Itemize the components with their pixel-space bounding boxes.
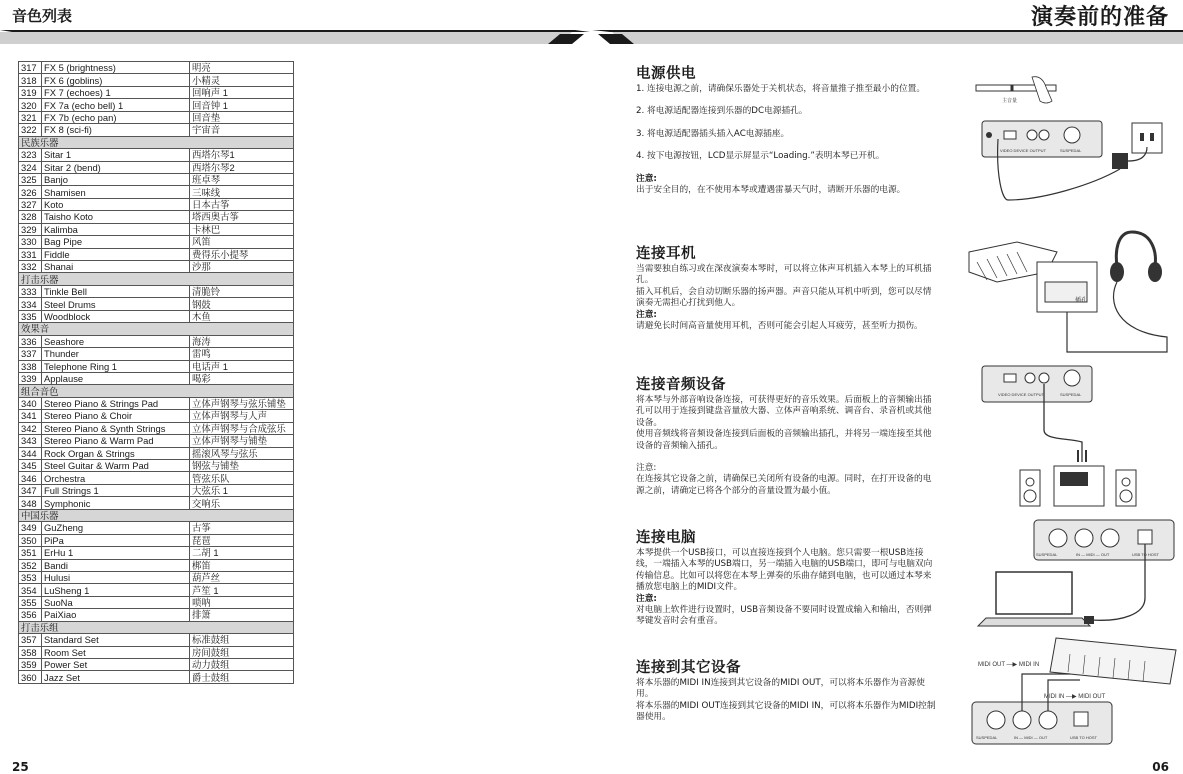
tone-name-chinese: 海涛 xyxy=(190,335,294,347)
tone-name-english: Shamisen xyxy=(42,186,190,198)
table-row xyxy=(19,484,294,496)
tone-name-english: Stereo Piano & Strings Pad xyxy=(42,397,190,409)
table-row xyxy=(19,248,294,260)
tone-number: 319 xyxy=(19,86,42,98)
tone-number: 335 xyxy=(19,310,42,322)
tone-name-english: Sitar 1 xyxy=(42,149,190,161)
tone-name-chinese: 清脆铃 xyxy=(190,285,294,297)
tone-number: 334 xyxy=(19,298,42,310)
tone-name-english: Orchestra xyxy=(42,472,190,484)
audio-connection-illustration xyxy=(972,360,1172,515)
tone-name-chinese: 标准鼓组 xyxy=(190,634,294,646)
tone-name-english: GuZheng xyxy=(42,522,190,534)
tone-name-english: FX 7a (echo bell) 1 xyxy=(42,99,190,111)
tone-name-chinese: 三味线 xyxy=(190,186,294,198)
midi-connection-illustration xyxy=(970,632,1182,762)
tone-number: 344 xyxy=(19,447,42,459)
table-row xyxy=(19,198,294,210)
tone-name-english: Tinkle Bell xyxy=(42,285,190,297)
category-label: 打击乐器 xyxy=(19,273,294,285)
audio-port-labels: VIDEO DEVICE OUTPUT xyxy=(998,392,1045,397)
right-header-bar xyxy=(592,30,1183,44)
tone-name-chinese: 回音垫 xyxy=(190,111,294,123)
headphones-para-2: 插入耳机后，会自动切断乐器的扬声器。声音只能从耳机中听到，您可以尽情演奏无需担心打扰到他人。 xyxy=(636,286,932,309)
tone-name-english: FX 7b (echo pan) xyxy=(42,111,190,123)
other-devices-section xyxy=(636,656,936,724)
table-row xyxy=(19,671,294,683)
tone-name-chinese: 费得乐小提琴 xyxy=(190,248,294,260)
table-row xyxy=(19,522,294,534)
category-row xyxy=(19,136,294,148)
tone-name-english: Symphonic xyxy=(42,497,190,509)
table-row xyxy=(19,223,294,235)
table-row xyxy=(19,86,294,98)
tone-name-english: LuSheng 1 xyxy=(42,584,190,596)
usb-host-label: USB TO HOST xyxy=(1132,552,1159,557)
audio-title: 连接音频设备 xyxy=(636,377,726,393)
table-row xyxy=(19,460,294,472)
table-row xyxy=(19,360,294,372)
midi-sustain-label: SUSPEDAL xyxy=(976,735,998,740)
table-row xyxy=(19,348,294,360)
tone-name-chinese: 木鱼 xyxy=(190,310,294,322)
table-row xyxy=(19,447,294,459)
right-page-title: 演奏前的准备 xyxy=(1030,5,1169,30)
adapter-icon xyxy=(1112,153,1128,169)
table-row xyxy=(19,211,294,223)
tone-name-english: ErHu 1 xyxy=(42,547,190,559)
computer-note-label: 注意: xyxy=(636,593,657,604)
tone-name-chinese: 塔西奥古筝 xyxy=(190,211,294,223)
tone-number: 358 xyxy=(19,646,42,658)
audio-section xyxy=(636,373,936,497)
left-header-bar xyxy=(0,30,590,44)
tone-number: 360 xyxy=(19,671,42,683)
tone-name-chinese: 房间鼓组 xyxy=(190,646,294,658)
tone-number: 356 xyxy=(19,609,42,621)
tone-number: 336 xyxy=(19,335,42,347)
tone-name-english: Full Strings 1 xyxy=(42,484,190,496)
power-title: 电源供电 xyxy=(636,66,696,82)
category-row xyxy=(19,273,294,285)
table-row xyxy=(19,435,294,447)
table-row xyxy=(19,646,294,658)
tone-number: 324 xyxy=(19,161,42,173)
tone-name-english: Thunder xyxy=(42,348,190,360)
tone-number: 321 xyxy=(19,111,42,123)
tone-number: 327 xyxy=(19,198,42,210)
category-row xyxy=(19,509,294,521)
tone-name-chinese: 二胡 1 xyxy=(190,547,294,559)
tone-name-english: Room Set xyxy=(42,646,190,658)
midi-port-label: IN — MIDI — OUT xyxy=(1076,552,1110,557)
tone-name-chinese: 钢弦与铺垫 xyxy=(190,460,294,472)
tone-name-chinese: 芦笙 1 xyxy=(190,584,294,596)
tone-name-english: PiPa xyxy=(42,534,190,546)
table-row xyxy=(19,173,294,185)
tone-name-chinese: 立体声钢琴与人声 xyxy=(190,410,294,422)
table-row xyxy=(19,186,294,198)
tone-name-chinese: 梆笛 xyxy=(190,559,294,571)
power-section xyxy=(636,62,936,196)
tone-name-chinese: 管弦乐队 xyxy=(190,472,294,484)
tone-name-chinese: 回响声 1 xyxy=(190,86,294,98)
tone-number: 354 xyxy=(19,584,42,596)
tone-number: 320 xyxy=(19,99,42,111)
headphones-note: 请避免长时间高音量使用耳机，否则可能会引起人耳疲劳，甚至听力损伤。 xyxy=(636,321,923,332)
table-row xyxy=(19,161,294,173)
tone-name-chinese: 琵琶 xyxy=(190,534,294,546)
power-step-4: 4. 按下电源按钮，LCD显示屏显示“Loading.”表明本琴已开机。 xyxy=(636,151,885,162)
tone-name-chinese: 爵士鼓组 xyxy=(190,671,294,683)
tone-name-english: Kalimba xyxy=(42,223,190,235)
tone-name-english: SuoNa xyxy=(42,596,190,608)
tone-name-chinese: 西塔尔琴2 xyxy=(190,161,294,173)
other-devices-para-2: 将本乐器的MIDI OUT连接到其它设备的MIDI IN，可以将本乐器作为MIDI控制器使用。 xyxy=(636,700,936,723)
table-row xyxy=(19,571,294,583)
computer-title: 连接电脑 xyxy=(636,530,696,546)
tone-name-english: Seashore xyxy=(42,335,190,347)
category-row xyxy=(19,323,294,335)
tone-number: 340 xyxy=(19,397,42,409)
midi-in-to-out-label: MIDI IN —▶ MIDI OUT xyxy=(1044,694,1106,700)
table-row xyxy=(19,410,294,422)
jack-label: 插孔 xyxy=(1075,298,1088,304)
table-row xyxy=(19,149,294,161)
tone-number: 339 xyxy=(19,372,42,384)
tone-name-chinese: 沙那 xyxy=(190,261,294,273)
tone-name-chinese: 唢呐 xyxy=(190,596,294,608)
tone-name-chinese: 雷鸣 xyxy=(190,348,294,360)
other-devices-title: 连接到其它设备 xyxy=(636,660,741,676)
table-row xyxy=(19,124,294,136)
headphones-illustration xyxy=(967,222,1177,357)
tone-number: 359 xyxy=(19,659,42,671)
tone-number: 337 xyxy=(19,348,42,360)
volume-label: 主音量 xyxy=(1002,98,1018,104)
tone-number: 323 xyxy=(19,149,42,161)
category-label: 民族乐器 xyxy=(19,136,294,148)
tone-name-english: Hulusi xyxy=(42,571,190,583)
tone-name-english: FX 8 (sci-fi) xyxy=(42,124,190,136)
tone-number: 349 xyxy=(19,522,42,534)
tone-name-chinese: 葫芦丝 xyxy=(190,571,294,583)
table-row xyxy=(19,298,294,310)
power-note: 出于安全目的，在不使用本琴或遭遇雷暴天气时，请断开乐器的电源。 xyxy=(636,185,906,196)
table-row xyxy=(19,111,294,123)
tone-number: 355 xyxy=(19,596,42,608)
tone-name-english: Banjo xyxy=(42,173,190,185)
tone-name-english: Koto xyxy=(42,198,190,210)
tone-number: 328 xyxy=(19,211,42,223)
computer-para: 本琴提供一个USB接口，可以直接连接到个人电脑。您只需要一根USB连接线，一端插入本琴的USB端口，另一端插入电脑的USB端口，即可与电脑双向传输信息。比如可以将您在本琴上弹奏的乐曲存储到电脑，也可以通过本琴来播放您电脑上的MIDI文件。 xyxy=(636,548,933,593)
right-page xyxy=(592,0,1183,774)
tone-number: 332 xyxy=(19,261,42,273)
tone-number: 347 xyxy=(19,484,42,496)
tone-name-chinese: 动力鼓组 xyxy=(190,659,294,671)
table-row xyxy=(19,422,294,434)
tone-name-chinese: 钢鼓 xyxy=(190,298,294,310)
tone-number: 322 xyxy=(19,124,42,136)
table-row xyxy=(19,596,294,608)
tone-number: 338 xyxy=(19,360,42,372)
power-note-label: 注意: xyxy=(636,173,657,184)
tone-number: 326 xyxy=(19,186,42,198)
tone-name-chinese: 大弦乐 1 xyxy=(190,484,294,496)
tone-name-chinese: 喝彩 xyxy=(190,372,294,384)
tone-number: 348 xyxy=(19,497,42,509)
tone-name-english: Bandi xyxy=(42,559,190,571)
speaker-right-icon xyxy=(1116,470,1136,506)
other-devices-para-1: 将本乐器的MIDI IN连接到其它设备的MIDI OUT，可以将本乐器作为音源使用。 xyxy=(636,678,925,700)
left-page-number: 25 xyxy=(12,760,29,774)
tone-name-chinese: 古筝 xyxy=(190,522,294,534)
tone-number: 350 xyxy=(19,534,42,546)
tone-name-chinese: 回音钟 1 xyxy=(190,99,294,111)
tone-name-english: Stereo Piano & Synth Strings xyxy=(42,422,190,434)
tone-name-english: Steel Drums xyxy=(42,298,190,310)
tone-number: 341 xyxy=(19,410,42,422)
category-label: 效果音 xyxy=(19,323,294,335)
tone-name-english: Standard Set xyxy=(42,634,190,646)
headphones-note-label: 注意: xyxy=(636,309,657,320)
category-row xyxy=(19,621,294,633)
tone-number: 343 xyxy=(19,435,42,447)
tone-number: 329 xyxy=(19,223,42,235)
tone-name-english: Steel Guitar & Warm Pad xyxy=(42,460,190,472)
right-page-number: 06 xyxy=(1152,760,1169,774)
speaker-left-icon xyxy=(1020,470,1040,506)
tone-number: 353 xyxy=(19,571,42,583)
headphones-para-1: 当需要独自练习或在深夜演奏本琴时，可以将立体声耳机插入本琴上的耳机插孔。 xyxy=(636,264,932,286)
computer-note: 对电脑上软件进行设置时，USB音频设备不要同时设置成输入和输出，否则弹琴键发音时会有重音。 xyxy=(636,605,932,627)
tone-name-english: Telephone Ring 1 xyxy=(42,360,190,372)
power-step-1: 1. 连接电源之前，请确保乐器处于关机状态，将音量推子推至最小的位置。 xyxy=(636,84,926,94)
table-row xyxy=(19,372,294,384)
tone-name-english: Jazz Set xyxy=(42,671,190,683)
tone-name-english: Stereo Piano & Choir xyxy=(42,410,190,422)
power-step-2: 2. 将电源适配器连接到乐器的DC电源插孔。 xyxy=(636,106,808,117)
category-row xyxy=(19,385,294,397)
tone-name-chinese: 电话声 1 xyxy=(190,360,294,372)
table-row xyxy=(19,62,294,74)
tone-name-chinese: 小精灵 xyxy=(190,74,294,86)
tone-number: 345 xyxy=(19,460,42,472)
audio-note-label: 注意: xyxy=(636,463,657,474)
tone-name-chinese: 日本古筝 xyxy=(190,198,294,210)
tone-name-english: Taisho Koto xyxy=(42,211,190,223)
tone-name-chinese: 风笛 xyxy=(190,236,294,248)
tone-number: 333 xyxy=(19,285,42,297)
table-row xyxy=(19,397,294,409)
computer-sustain-label: SUSPEDAL xyxy=(1036,552,1058,557)
tone-name-english: FX 7 (echoes) 1 xyxy=(42,86,190,98)
headphones-icon xyxy=(1116,232,1132,266)
midi-out-to-in-label: MIDI OUT —▶ MIDI IN xyxy=(978,662,1040,668)
power-connection-illustration xyxy=(972,75,1172,215)
table-row xyxy=(19,335,294,347)
midi-port-label-2: IN — MIDI — OUT xyxy=(1014,735,1048,740)
sustain-label: SUSPEDAL xyxy=(1060,148,1082,153)
audio-note: 在连接其它设备之前，请确保已关闭所有设备的电源。同时，在打开设备的电源之前，请确定已将各个部分的音量设置为最小值。 xyxy=(636,474,932,496)
port-labels: VIDEO DEVICE OUTPUT xyxy=(1000,148,1047,153)
tone-number: 346 xyxy=(19,472,42,484)
audio-para-2: 使用音频线将音频设备连接到后面板的音频输出插孔，并将另一端连接至其他设备的音频输入插孔。 xyxy=(636,429,932,451)
table-row xyxy=(19,472,294,484)
tone-name-chinese: 立体声钢琴与弦乐铺垫 xyxy=(190,397,294,409)
tone-name-chinese: 班卓琴 xyxy=(190,173,294,185)
computer-section xyxy=(636,526,936,628)
table-row xyxy=(19,285,294,297)
tone-number: 318 xyxy=(19,74,42,86)
table-row xyxy=(19,584,294,596)
audio-para-1: 将本琴与外部音响设备连接，可获得更好的音乐效果。后面板上的音频输出插孔可以用于连接到键盘音量放大器、立体声音响系统、调音台、录音机或其他设备。 xyxy=(636,395,932,428)
tone-name-chinese: 西塔尔琴1 xyxy=(190,149,294,161)
left-page-title: 音色列表 xyxy=(12,7,73,25)
tone-name-chinese: 交响乐 xyxy=(190,497,294,509)
table-row xyxy=(19,99,294,111)
table-row xyxy=(19,659,294,671)
audio-sustain-label: SUSPEDAL xyxy=(1060,392,1082,397)
table-row xyxy=(19,74,294,86)
tone-number: 357 xyxy=(19,634,42,646)
category-label: 组合音色 xyxy=(19,385,294,397)
tone-name-chinese: 立体声钢琴与铺垫 xyxy=(190,435,294,447)
tone-name-english: Stereo Piano & Warm Pad xyxy=(42,435,190,447)
tone-name-english: FX 6 (goblins) xyxy=(42,74,190,86)
tone-name-english: Applause xyxy=(42,372,190,384)
headphones-section xyxy=(636,242,936,332)
category-label: 中国乐器 xyxy=(19,509,294,521)
tone-number: 342 xyxy=(19,422,42,434)
category-label: 打击乐组 xyxy=(19,621,294,633)
computer-connection-illustration xyxy=(972,518,1177,648)
table-row xyxy=(19,547,294,559)
left-page xyxy=(0,0,590,774)
tone-name-english: Sitar 2 (bend) xyxy=(42,161,190,173)
tone-name-english: Rock Organ & Strings xyxy=(42,447,190,459)
table-row xyxy=(19,261,294,273)
tone-number: 351 xyxy=(19,547,42,559)
laptop-icon xyxy=(996,572,1072,614)
tone-name-english: PaiXiao xyxy=(42,609,190,621)
tone-name-chinese: 摇滚风琴与弦乐 xyxy=(190,447,294,459)
tone-name-english: Power Set xyxy=(42,659,190,671)
table-row xyxy=(19,609,294,621)
tone-number: 352 xyxy=(19,559,42,571)
headphones-title: 连接耳机 xyxy=(636,246,696,262)
tone-list-table xyxy=(18,61,294,684)
tone-name-chinese: 排箫 xyxy=(190,609,294,621)
tone-name-chinese: 立体声钢琴与合成弦乐 xyxy=(190,422,294,434)
tone-name-chinese: 宇宙音 xyxy=(190,124,294,136)
table-row xyxy=(19,497,294,509)
tone-number: 325 xyxy=(19,173,42,185)
tone-name-english: Woodblock xyxy=(42,310,190,322)
tone-name-english: Fiddle xyxy=(42,248,190,260)
usb-host-label-2: USB TO HOST xyxy=(1070,735,1097,740)
tone-number: 331 xyxy=(19,248,42,260)
tone-name-english: FX 5 (brightness) xyxy=(42,62,190,74)
tone-name-chinese: 卡林巴 xyxy=(190,223,294,235)
table-row xyxy=(19,236,294,248)
tone-name-chinese: 明亮 xyxy=(190,62,294,74)
table-row xyxy=(19,534,294,546)
tone-number: 317 xyxy=(19,62,42,74)
tone-number: 330 xyxy=(19,236,42,248)
tone-name-english: Shanai xyxy=(42,261,190,273)
tone-name-english: Bag Pipe xyxy=(42,236,190,248)
hand-icon xyxy=(1032,77,1052,103)
table-row xyxy=(19,310,294,322)
power-step-3: 3. 将电源适配器插头插入AC电源插座。 xyxy=(636,128,790,139)
table-row xyxy=(19,559,294,571)
table-row xyxy=(19,634,294,646)
